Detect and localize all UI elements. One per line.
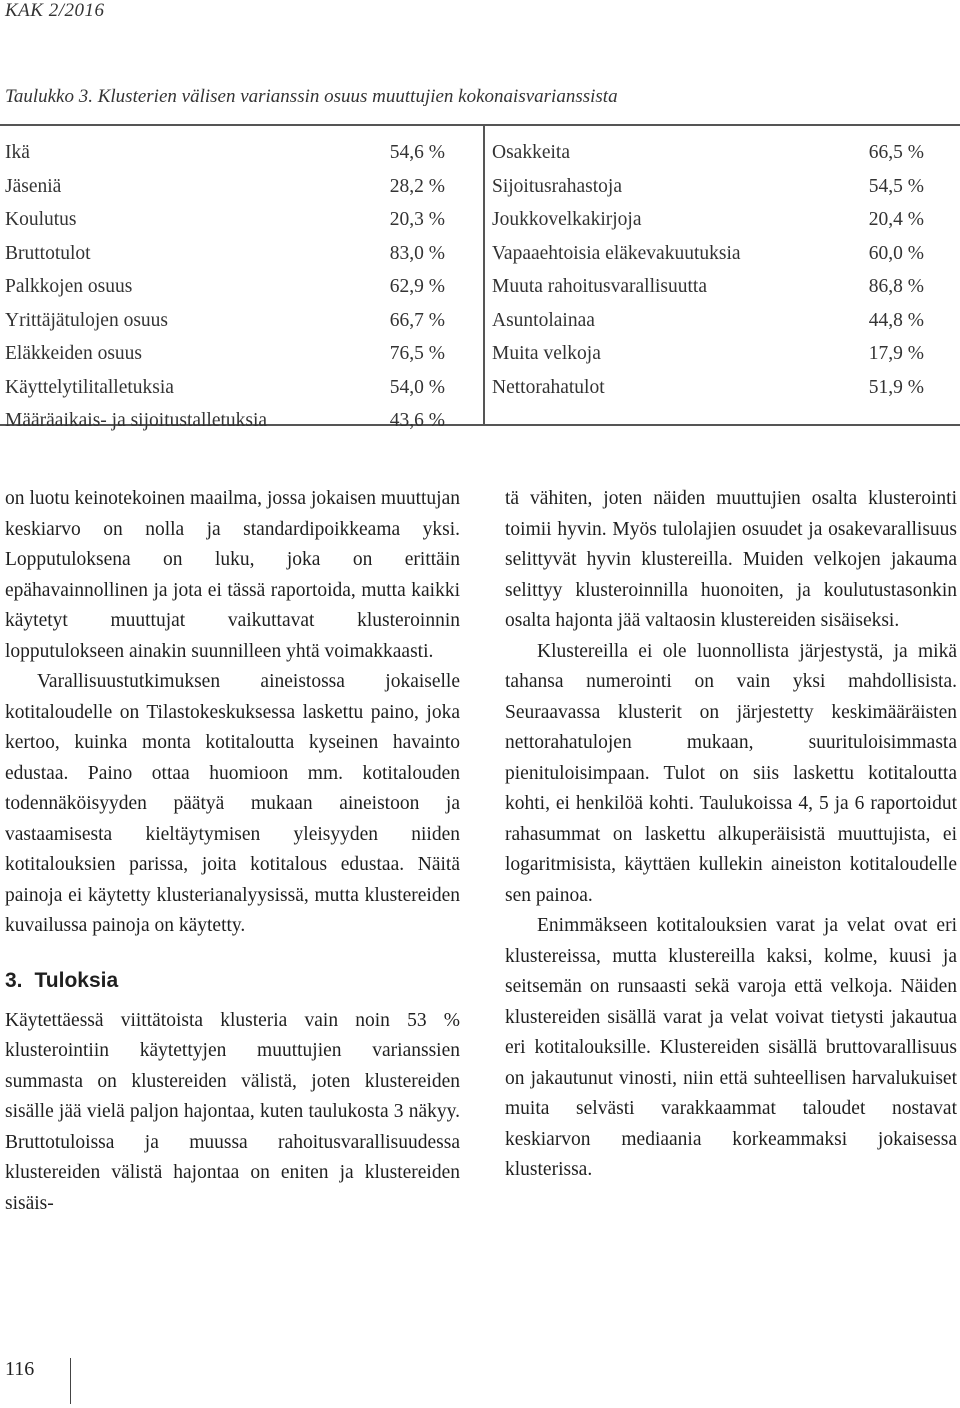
table-row-label: Osakkeita [492,142,570,163]
table-row-label: Asuntolainaa [492,309,595,331]
table-row [492,371,924,405]
table-row-label: Muita velkoja [492,343,601,364]
paragraph: Klustereilla ei ole luonnollista järjestystä, ja mikä tahansa numerointi on vain yksi mahdollisista. Seuraavassa klusterit on järjestetty keskimääräisten nettorahatulojen mukaan, suurituloisimmasta pienituloisimpaan. Tulot on siis laskettu kotitaloutta kohti, ei henkilöä kohti. Taulukoissa 4, 5 ja 6 raportoidut rahasummat on laskettu alkuperäisistä muuttujista, ei logaritmisista, käyttäen kullekin aineiston kotitaloudelle sen painoa. [505,640,957,906]
table-row-value: 54,0 % [389,376,445,398]
table-row-label: Joukkovelkakirjoja [492,209,642,230]
paragraph: on luotu keinotekoinen maailma, jossa jokaisen muuttujan keskiarvo on nolla ja standardipoikkeama yksi. Lopputuloksena on luku, joka on erittäin epähavainnollinen ja jota ei tässä raportoida, mutta kaikki käytetyt muuttujat vaikuttavat klusteroinnin lopputulokseen ainakin suunnilleen yhtä voimakkaasti. [5,488,460,662]
table-row [5,203,445,237]
paragraph: tä vähiten, joten näiden muuttujien osalta klusterointi toimii hyvin. Myös tulolajien osuudet ja osakevarallisuus selittyvät hyvin klustereilla. Muiden velkojen jakauma selittyy klusteroinnilla huonoiten, ja koulutustasonkin osalta hajonta jää valtaosin klustereiden sisäiseksi. [505,488,957,631]
table-row-value: 86,8 % [868,276,924,297]
table-row [492,136,924,170]
table-row [5,270,445,304]
table-row-value: 20,3 % [389,209,445,230]
variance-table [0,124,960,431]
table-row [5,304,445,338]
table-row [5,371,445,405]
table-row-label: Eläkkeiden osuus [5,343,143,364]
section-title: Tuloksia [34,968,119,992]
table-row-value: 60,0 % [868,242,924,264]
table-row-value: 76,5 % [389,343,445,364]
table-row-label: Sijoitusrahastoja [492,175,622,197]
table-row-value: 17,9 % [868,343,924,364]
table-right-column [492,136,924,404]
table-row-value: 62,9 % [389,276,445,297]
table-caption: Taulukko 3. Klusterien välisen varianssin osuus muuttujien kokonaisvarianssista [5,86,618,107]
table-row-value: 44,8 % [868,309,924,331]
table-row [492,270,924,304]
table-row [5,170,445,204]
table-row-value: 54,5 % [868,175,924,197]
table-row-label: Palkkojen osuus [5,276,133,297]
table-row-label: Käyttelytilitalletuksia [5,376,174,398]
table-row-label: Koulutus [5,209,77,230]
table-row [5,404,445,438]
table-row-value: 20,4 % [868,209,924,230]
table-row-value: 28,2 % [389,175,445,197]
table-row-value: 51,9 % [868,376,924,398]
table-row-label: Nettorahatulot [492,376,605,398]
table-row-value: 43,6 % [389,410,445,431]
section-heading [5,966,460,996]
table-row-label: Bruttotulot [5,242,91,264]
table-row [492,170,924,204]
text-column-right [505,484,957,1186]
table-row-label: Jäseniä [5,175,62,197]
table-row [5,136,445,170]
paragraph: Varallisuustutkimuksen aineistossa jokaiselle kotitaloudelle on Tilastokeskuksessa laskettu paino, joka kertoo, kuinka monta kotitaloutta kyseinen havainto edustaa. Paino ottaa huomioon mm. kotitalouden todennäköisyyden päätyä mukaan aineistoon ja vastaamisesta kieltäytymisen yleisyyden niiden kotitalouksien parissa, joita kotitalous edustaa. Näitä painoja ei käytetty klusterianalyysissä, mutta klustereiden kuvailussa painoja on käytetty. [5,671,460,936]
table-row [492,337,924,371]
section-number: 3. [5,968,23,992]
table-row [5,337,445,371]
page-number-rule [70,1358,71,1404]
table-row-value: 83,0 % [389,242,445,264]
table-row [492,203,924,237]
table-row-label: Yrittäjätulojen osuus [5,309,169,331]
table-row-value: 66,7 % [389,309,445,331]
paragraph: Enimmäkseen kotitalouksien varat ja velat ovat eri klustereissa, mutta klustereilla kaksi, kolme, kuusi ja seitsemän on runsaasti sekä varoja että velkoja. Näiden klustereiden sisällä varat ja velat voivat tietysti jakautua eri kotitalouksille. Klustereiden sisällä bruttovarallisuus on jakautunut vinosti, niin että suhteellisen harvalukuiset muita selvästi varakkaammat taloudet nostavat keskiarvon mediaania korkeammaksi jokaisessa klusterissa. [505,915,957,1180]
table-row-label: Ikä [5,142,30,163]
table-left-column [5,136,445,438]
paragraph: Käytettäessä viittätoista klusteria vain noin 53 % klusterointiin käytettyjen muuttujien varianssien summasta on klustereiden välistä, joten klustereiden sisälle jää vielä paljon hajontaa, kuten taulukosta 3 näkyy. Bruttotuloissa ja muussa rahoitusvarallisuudessa klustereiden välistä hajontaa on eniten ja klustereiden sisäis- [5,1009,460,1214]
page-number: 116 [5,1358,35,1380]
table-row-label: Muuta rahoitusvarallisuutta [492,276,707,297]
table-row [5,237,445,271]
table-row [492,237,924,271]
table-row-label: Vapaaehtoisia eläkevakuutuksia [492,242,741,264]
table-row-value: 66,5 % [868,142,924,163]
table-row-value: 54,6 % [389,142,445,163]
running-head: KAK 2/2016 [5,0,105,21]
table-row-label: Määräaikais- ja sijoitustalletuksia [5,410,268,431]
table-column-divider [483,126,485,424]
text-column-left [5,484,460,1219]
table-row [492,304,924,338]
